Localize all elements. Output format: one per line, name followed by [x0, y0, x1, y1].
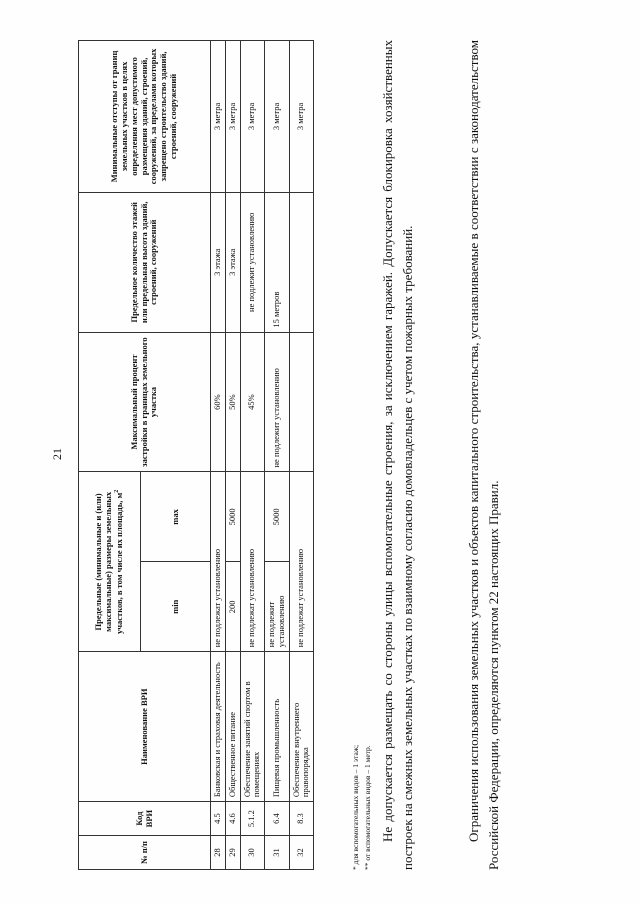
row-num: 28	[211, 836, 226, 870]
row-num: 32	[289, 836, 314, 870]
header-percent: Максимальный процент застройки в границах земельного участка	[79, 332, 211, 472]
paragraph-garages: Не допускается размещать со стороны улицы вспомогательные строения, за исключением гаражей. Допускается блокировка хозяйственных построек на смежных земельных участках по взаимному согласию домовладельцев с учетом пожарных требований.	[380, 40, 415, 870]
row-setback: 3 метра	[225, 41, 240, 193]
header-name: Наименование ВРИ	[79, 652, 211, 802]
row-percent: 60%	[211, 332, 226, 472]
row-floors: 3 этажа	[225, 192, 240, 332]
row-name: Пищевая промышленность	[265, 652, 290, 802]
table-row	[265, 41, 290, 870]
row-name: Общественное питание	[225, 652, 240, 802]
row-num: 29	[225, 836, 240, 870]
row-code: 8.3	[289, 802, 314, 836]
row-floors	[289, 192, 314, 332]
row-sizes: не подлежат установлению	[289, 472, 314, 652]
row-floors: 15 метров	[265, 192, 290, 332]
row-setback: 3 метра	[211, 41, 226, 193]
header-sizes: Предельные (минимальные и (или) максимальные) размеры земельных участков, в том числе их площадь, $м^2$	[79, 472, 141, 652]
header-num: № п/п	[79, 836, 211, 870]
header-setback: Минимальные отступы от границ земельных участков в целях определения мест допустимого размещения зданий, строений, сооружений, за пределами которых запрещено строительство зданий, строений, сооружений	[79, 41, 211, 193]
paragraph-restrictions: Ограничения использования земельных участков и объектов капитального строительства, устанавливаемые в соответствии с законодательством Российской Федерации, определяются пунктом 22 настоящих Правил.	[466, 40, 501, 870]
row-percent: не подлежит установлению	[265, 332, 290, 472]
row-name: Обеспечение занятий спортом в помещениях	[240, 652, 265, 802]
header-code: Код ВРИ	[79, 802, 211, 836]
row-max: 5000	[265, 472, 290, 562]
row-percent: 50%	[225, 332, 240, 472]
row-sizes: не подлежат установлению	[211, 472, 226, 652]
table-row	[240, 41, 265, 870]
rotated-content	[50, 0, 590, 880]
row-setback: 3 метра	[265, 41, 290, 193]
row-min: не подлежит установлению	[265, 562, 290, 652]
row-floors: не подлежит установлению	[240, 192, 265, 332]
header-max: max	[141, 472, 211, 562]
row-code: 5.1.2	[240, 802, 265, 836]
row-percent	[289, 332, 314, 472]
row-code: 4.5	[211, 802, 226, 836]
row-code: 4.6	[225, 802, 240, 836]
row-floors: 3 этажа	[211, 192, 226, 332]
page-number: 21	[50, 448, 64, 460]
row-num: 31	[265, 836, 290, 870]
table-row	[225, 41, 240, 870]
row-setback: 3 метра	[240, 41, 265, 193]
vri-table	[78, 40, 314, 870]
row-sizes: не подлежат установлению	[240, 472, 265, 652]
row-name: Обеспечение внутреннего правопорядка	[289, 652, 314, 802]
row-setback: 3 метра	[289, 41, 314, 193]
row-min: 200	[225, 562, 240, 652]
table-row	[289, 41, 314, 870]
header-min: min	[141, 562, 211, 652]
note-2: ** от вспомогательных видов – 1 метр.	[363, 745, 372, 870]
row-name: Банковская и страховая деятельность	[211, 652, 226, 802]
row-num: 30	[240, 836, 265, 870]
row-code: 6.4	[265, 802, 290, 836]
row-percent: 45%	[240, 332, 265, 472]
row-max: 5000	[225, 472, 240, 562]
header-floors: Предельное количество этажей или предельная высота зданий, строений, сооружений	[79, 192, 211, 332]
note-1: * для вспомогательных видов – 1 этаж;	[351, 744, 360, 870]
table-notes	[350, 745, 374, 870]
table-row	[211, 41, 226, 870]
